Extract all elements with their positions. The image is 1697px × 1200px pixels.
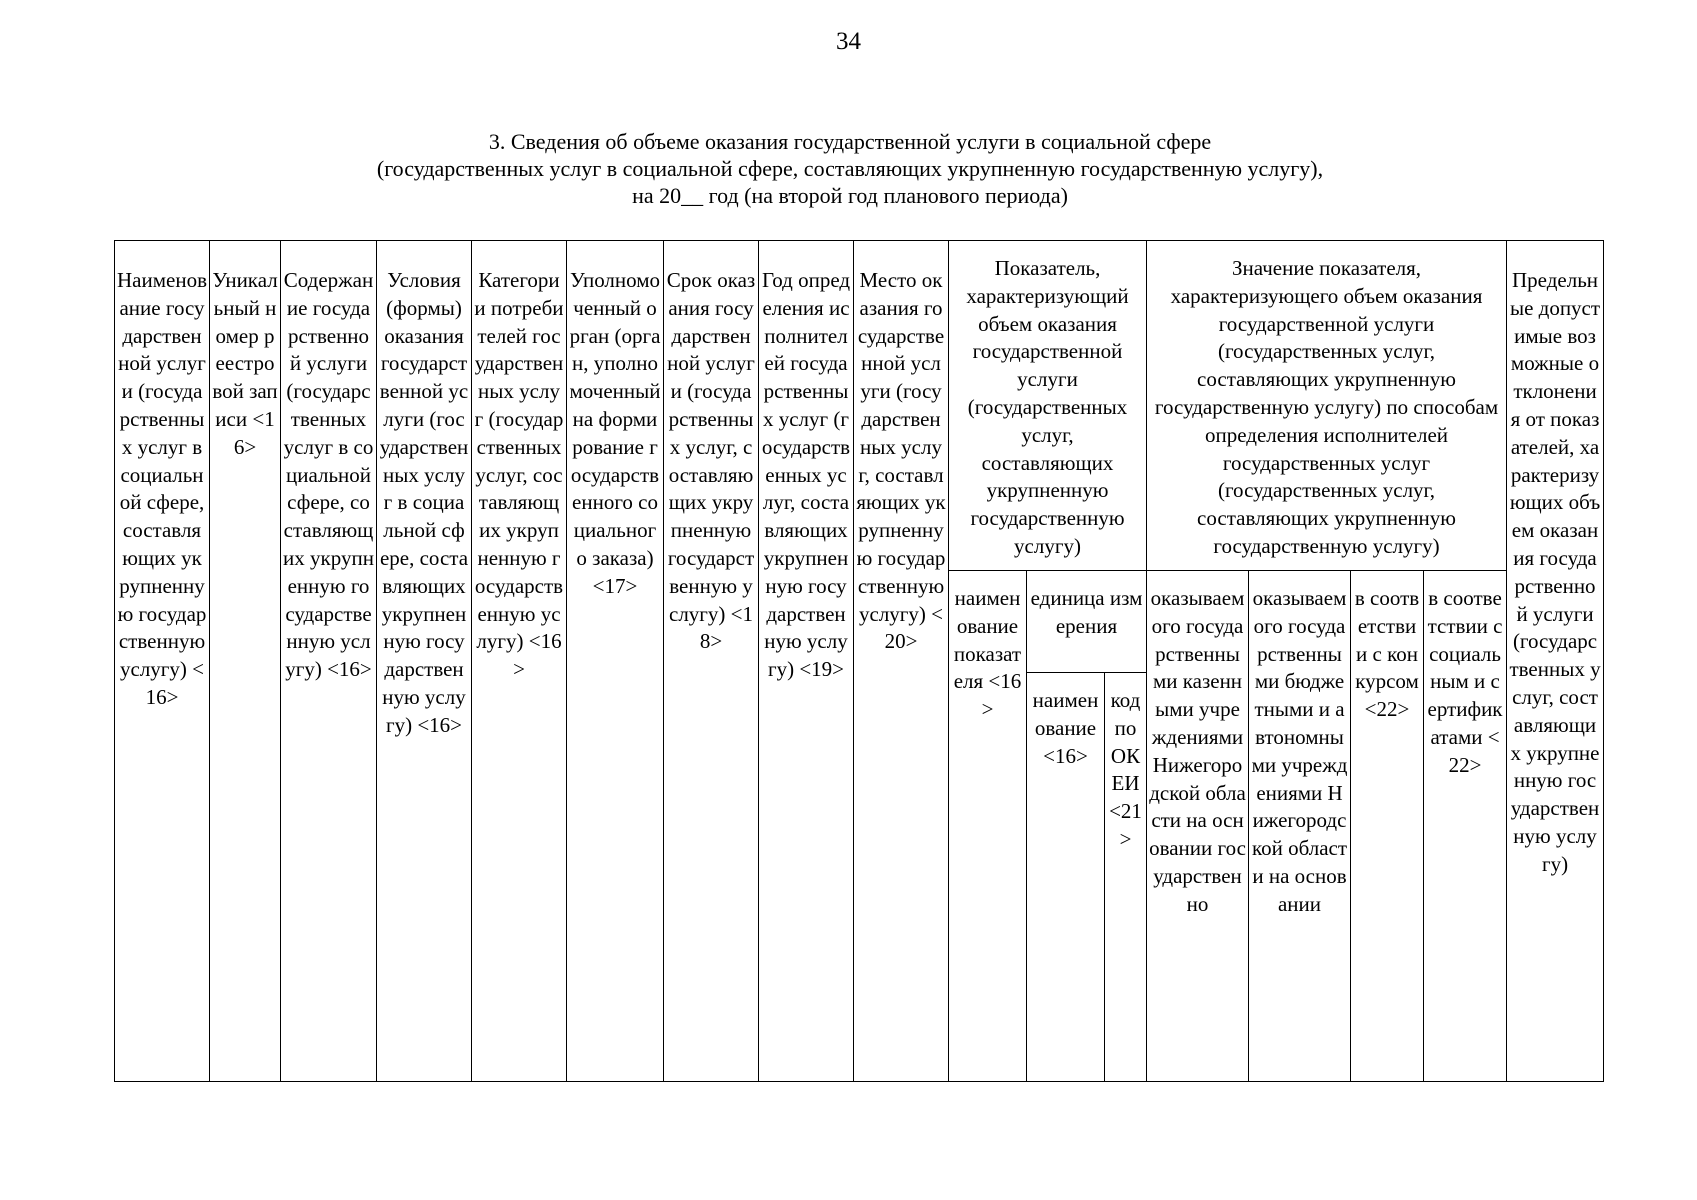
title-line-2: (государственных услуг в социальной сфере, составляющих укрупненную государственную услугу), bbox=[376, 156, 1324, 181]
header-service-place: Место оказания государственной услуги (государственных услуг, составляющих укрупненную государственную услугу) <20> bbox=[854, 241, 949, 1082]
header-service-conditions: Условия (формы) оказания государственной услуги (государственных услуг в социальной сфере, составляющих укрупненную государственную услугу) <16> bbox=[377, 241, 472, 1082]
header-indicator-name: наименование показателя <16> bbox=[949, 571, 1027, 1082]
header-executor-year: Год определения исполнителей государственных услуг (государственных услуг, составляющих укрупненную государственную услугу) <19> bbox=[759, 241, 854, 1082]
header-value-certificates: в соответствии с социальным и сертификатами <22> bbox=[1424, 571, 1507, 1082]
header-unit-group: единица измерения bbox=[1027, 571, 1147, 673]
header-indicator-group: Показатель, характеризующий объем оказания государственной услуги (государственных услуг, составляющих укрупненную государственную услугу) bbox=[949, 241, 1147, 571]
title-line-3: на 20__ год (на второй год планового периода) bbox=[632, 183, 1068, 208]
header-unit-code: код по ОКЕИ <21> bbox=[1105, 673, 1147, 1082]
header-value-competition: в соответствии с конкурсом <22> bbox=[1351, 571, 1424, 1082]
header-consumer-categories: Категории потребителей государственных услуг (государственных услуг, составляющих укрупненную государственную услугу) <16> bbox=[472, 241, 567, 1082]
header-unit-name: наименование <16> bbox=[1027, 673, 1105, 1082]
header-value-group: Значение показателя, характеризующего объем оказания государственной услуги (государственных услуг, составляющих укрупненную государственную услугу) по способам определения исполнителей государственных услуг (государственных услуг, составляющих укрупненную государственную услугу) bbox=[1147, 241, 1507, 571]
header-value-state-institutions: оказываемого государственными казенными учреждениями Нижегородской области на основании государственно bbox=[1147, 571, 1249, 1082]
header-service-term: Срок оказания государственной услуги (государственных услуг, составляющих укрупненную государственную услугу) <18> bbox=[664, 241, 759, 1082]
header-service-name: Наименование государственной услуги (государственных услуг в социальной сфере, составляющих укрупненную государственную услугу) <16> bbox=[115, 241, 210, 1082]
header-registry-number: Уникальный номер реестровой записи <16> bbox=[210, 241, 281, 1082]
header-allowed-deviations: Предельные допустимые возможные отклонения от показателей, характеризующих объем оказания государственной услуги (государственных услуг, составляющих укрупненную государственную услугу) bbox=[1507, 241, 1604, 1082]
header-service-content: Содержание государственной услуги (государственных услуг в социальной сфере, составляющих укрупненную государственную услугу) <16> bbox=[281, 241, 377, 1082]
title-line-1: 3. Сведения об объеме оказания государственной услуги в социальной сфере bbox=[488, 129, 1212, 154]
header-value-budget-institutions: оказываемого государственными бюджетными и автономными учреждениями Нижегородской области на основании bbox=[1249, 571, 1351, 1082]
header-authorized-body: Уполномоченный орган (орган, уполномоченный на формирование государственного социального заказа) <17> bbox=[567, 241, 664, 1082]
page-number: 34 bbox=[836, 28, 861, 55]
volume-table bbox=[114, 240, 1604, 1082]
section-title bbox=[120, 128, 1580, 209]
